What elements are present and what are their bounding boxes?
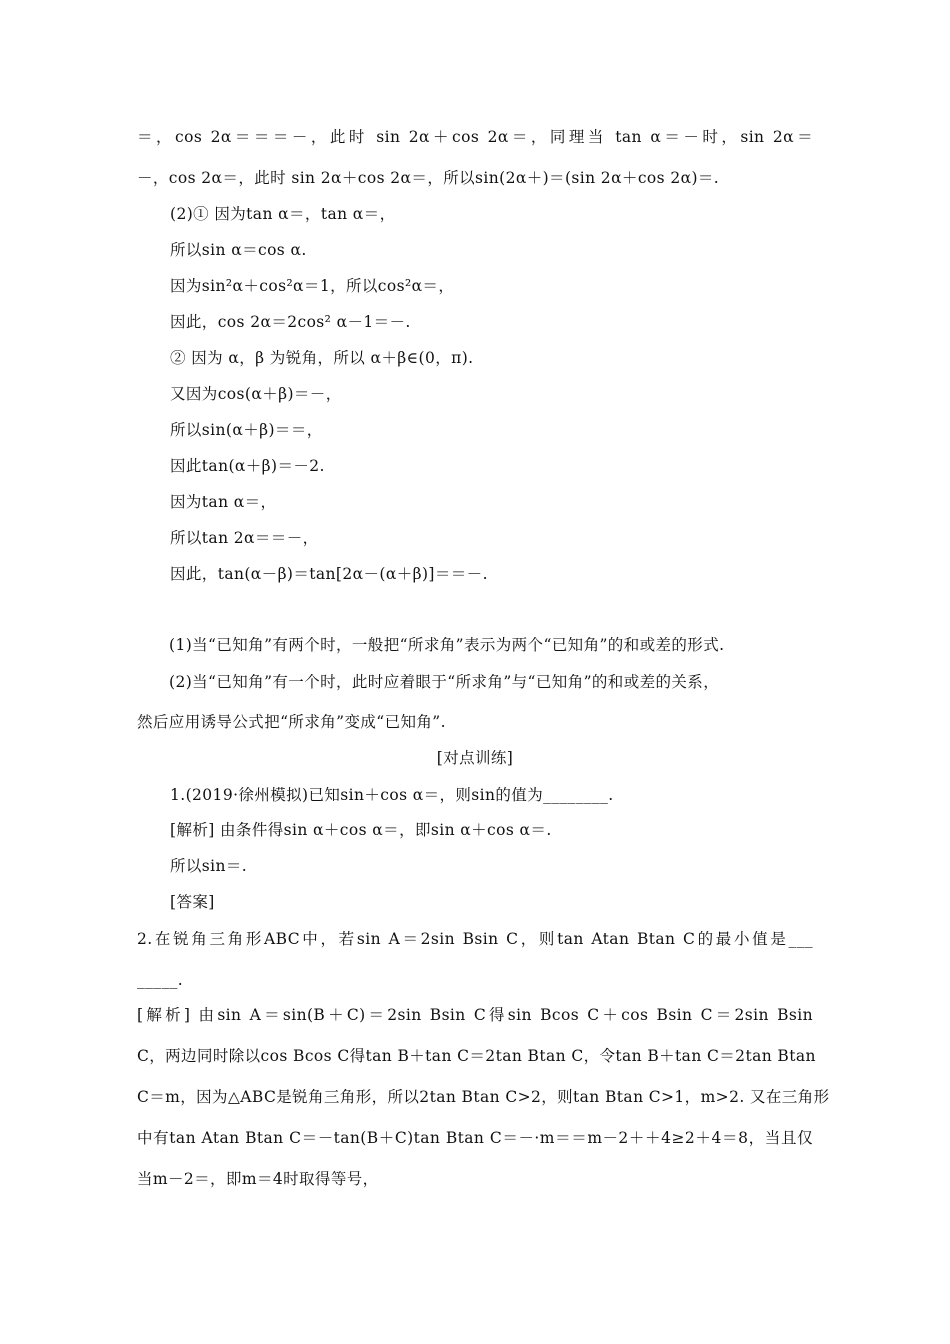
text-line: 因此tan(α＋β)＝－2. [170,457,325,475]
text-line: 所以sin α＝cos α. [170,241,307,259]
text-line: 中有tan Atan Btan C＝－tan(B＋C)tan Btan C＝－·m＝＝m－2＋＋4≥2＋4＝8，当且仅 [137,1129,813,1147]
text-line: 当m－2＝，即m＝4时取得等号， [137,1170,379,1188]
text-line: ＝，cos 2α＝＝＝－，此时 sin 2α＋cos 2α＝，同理当 tan α＝－时，sin 2α＝ [137,128,813,146]
text-line: 然后应用诱导公式把“所求角”变成“已知角”. [137,713,446,731]
text-line: 所以sin(α＋β)＝＝， [170,421,323,439]
text-line: 2.在锐角三角形ABC中，若sin A＝2sin Bsin C，则tan Atan Btan C的最小值是___ [137,930,813,948]
text-line: 又因为cos(α＋β)＝－， [170,385,342,403]
text-line: 因为sin²α＋cos²α＝1，所以cos²α＝， [170,277,455,295]
text-line: [答案] [170,893,215,911]
text-line: 所以sin＝. [170,857,248,875]
text-line: ② 因为 α，β 为锐角，所以 α＋β∈(0，π). [170,349,474,367]
text-line: 因为tan α＝， [170,493,277,511]
text-line: －，cos 2α＝，此时 sin 2α＋cos 2α＝，所以sin(2α＋)＝(sin 2α＋cos 2α)＝. [137,169,720,187]
text-line: C，两边同时除以cos Bcos C得tan B＋tan C＝2tan Btan C，令tan B＋tan C＝2tan Btan [137,1047,816,1065]
text-line: 因此，cos 2α＝2cos² α－1＝－. [170,313,411,331]
text-line: (2)① 因为tan α＝，tan α＝， [170,205,396,223]
text-line: [解析] 由条件得sin α＋cos α＝，即sin α＋cos α＝. [170,821,552,839]
text-line: (2)当“已知角”有一个时，此时应着眼于“所求角”与“已知角”的和或差的关系， [169,673,720,691]
text-line: [解析] 由sin A＝sin(B＋C)＝2sin Bsin C得sin Bcos C＋cos Bsin C＝2sin Bsin [137,1006,813,1024]
text-line: 因此，tan(α－β)＝tan[2α－(α＋β)]＝＝－. [170,565,488,583]
text-line: _____. [137,971,184,989]
text-line: 1.(2019·徐州模拟)已知sin＋cos α＝，则sin的值为________. [170,786,614,804]
section-heading: [对点训练] [436,749,514,767]
text-line: (1)当“已知角”有两个时，一般把“所求角”表示为两个“已知角”的和或差的形式. [169,636,725,654]
text-line: 所以tan 2α＝＝－， [170,529,319,547]
text-line: C＝m，因为△ABC是锐角三角形，所以2tan Btan C>2，则tan Btan C>1，m>2. 又在三角形 [137,1088,830,1106]
